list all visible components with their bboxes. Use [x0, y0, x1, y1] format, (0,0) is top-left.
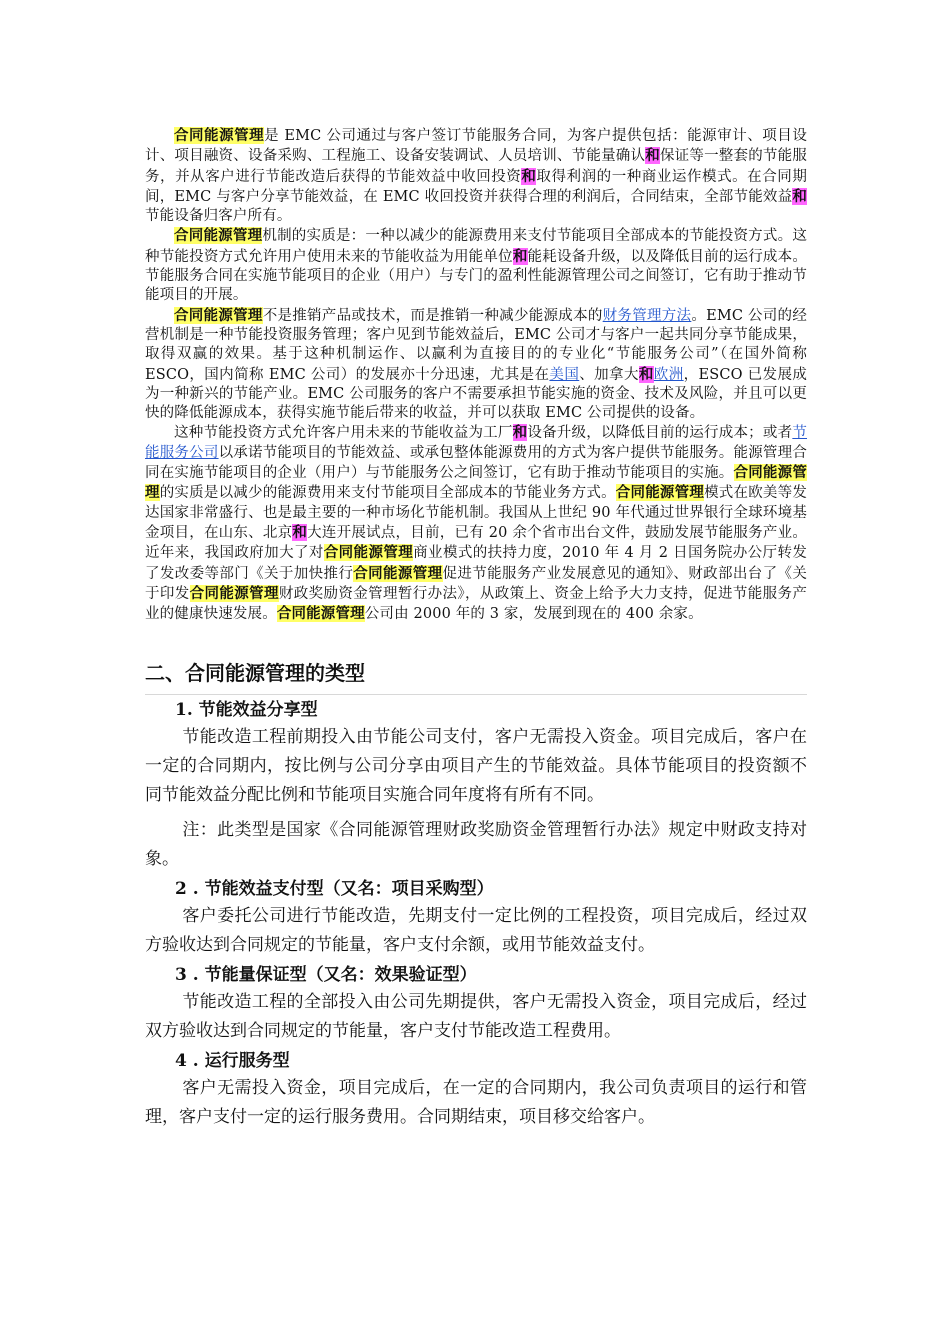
highlighted-term: 合同能源管理: [174, 306, 263, 324]
text-run: ，ESCO 已发展成为一种新兴的节能产业。EMC 公司服务的客户不需要承担节能实施的资金、技术及风险，并且可以更快的降低能源成本，获得实施节能后带来的收益，并可以获取 EMC 公司提供的设备。: [145, 366, 808, 422]
highlighted-term: 和: [512, 424, 528, 442]
type-paragraph: 客户委托公司进行节能改造，先期支付一定比例的工程投资，项目完成后，经过双方验收达到合同规定的节能量，客户支付余额，或用节能效益支付。: [145, 906, 807, 956]
text-run: 商业模式的扶持力度，2010 年 4 月 2 日国务院办公厅转发了发改委等部门《关于加快推行: [145, 545, 808, 582]
type-title: 2 . 节能效益支付型（又名：项目采购型）: [175, 879, 494, 900]
text-run: 。EMC 公司的经营机制是一种节能投资服务管理；客户见到节能效益后，EMC 公司才与客户一起共同分享节能成果，取得双赢的效果。基于这种机制运作、以赢利为直接目的的专业化“节能服务公司”（在国外简称 ESCO，国内简称 EMC 公司）的发展亦十分迅速，尤其是在: [145, 307, 807, 383]
text-run: 保证等一整套的节能服务，并从客户进行节能改造后获得的节能效益中收回投资: [145, 148, 807, 185]
highlighted-term: 和: [292, 523, 308, 541]
type-title: 4 . 运行服务型: [175, 1051, 290, 1072]
type-paragraph: 节能改造工程前期投入由节能公司支付，客户无需投入资金。项目完成后，客户在一定的合同期内，按比例与公司分享由项目产生的节能效益。具体节能项目的投资额不同节能效益分配比例和节能项目实施合同年度将有所有不同。: [145, 727, 807, 806]
document-page: [145, 126, 807, 1132]
highlighted-term: 合同能源管理: [174, 227, 263, 245]
section-heading: 二、合同能源管理的类型: [145, 658, 807, 695]
text-run: 公司由 2000 年的 3 家，发展到现在的 400 余家。: [364, 606, 703, 623]
type-2: [145, 876, 807, 960]
text-run: 取得利润的一种商业运作模式。在合同期间，EMC 与客户分享节能效益，在 EMC 收回投资并获得合理的利润后，合同结束，全部节能效益: [145, 168, 807, 205]
intro-paragraph-1: [145, 126, 807, 226]
text-run: 机制的实质是：一种以减少的能源费用来支付节能项目全部成本的节能投资方式。这种节能投资方式允许用户使用未来的节能收益为用能单位: [145, 228, 808, 265]
intro-paragraph-2: [145, 226, 807, 305]
highlighted-term: 和: [521, 167, 537, 185]
highlighted-term: 合同能源管理: [615, 484, 705, 502]
highlighted-term: 和: [645, 147, 660, 165]
inline-link[interactable]: 美国: [549, 366, 580, 383]
inline-link[interactable]: 财务管理方法: [602, 307, 692, 324]
type-4: [145, 1048, 807, 1132]
text-run: 模式在欧美等发达国家非常盛行、也是最主要的一种市场化节能机制。我国从上世纪 90 年代通过世界银行全球环境基金项目，在山东、北京: [145, 485, 807, 541]
highlighted-term: 合同能源管理: [145, 464, 807, 502]
type-1: [145, 697, 807, 874]
highlighted-term: 和: [638, 365, 654, 383]
intro-paragraph-4: [145, 423, 807, 624]
inline-link[interactable]: 节能服务公司: [145, 425, 807, 461]
type-title: 1. 节能效益分享型: [175, 700, 318, 721]
highlighted-term: 合同能源管理: [276, 605, 365, 623]
type-note: 注：此类型是国家《合同能源管理财政奖励资金管理暂行办法》规定中财政支持对象。: [145, 820, 807, 870]
highlighted-term: 和: [512, 247, 528, 265]
text-run: 不是推销产品或技术，而是推销一种减少能源成本的: [262, 307, 603, 324]
highlighted-term: 合同能源管理: [323, 544, 414, 562]
text-run: 财政奖励资金管理暂行办法》，从政策上、资金上给予大力支持，促进节能服务产业的健康快速发展。: [145, 585, 807, 623]
text-run: 大连开展试点，目前，已有 20 余个省市出台文件，鼓励发展节能服务产业。近年来，我国政府加大了对: [145, 524, 807, 562]
highlighted-term: 合同能源管理: [189, 584, 279, 602]
highlighted-term: 合同能源管理: [353, 564, 443, 582]
type-paragraph: 客户无需投入资金，项目完成后，在一定的合同期内，我公司负责项目的运行和管理，客户支付一定的运行服务费用。合同期结束，项目移交给客户。: [145, 1078, 807, 1128]
text-run: 节能设备归客户所有。: [145, 208, 292, 225]
text-run: 设备升级，以降低目前的运行成本；或者: [527, 425, 793, 442]
highlighted-term: 和: [792, 187, 807, 205]
text-run: 以承诺节能项目的节能效益、或承包整体能源费用的方式为客户提供节能服务。能源管理合同在实施节能项目的企业（用户）与节能服务公之间签订，它有助于推动节能项目的实施。: [145, 444, 807, 482]
type-title: 3 . 节能量保证型（又名：效果验证型）: [175, 965, 477, 986]
text-run: 、加拿大: [579, 366, 639, 383]
intro-paragraph-3: [145, 306, 807, 424]
type-3: [145, 962, 807, 1046]
inline-link[interactable]: 欧洲: [653, 366, 684, 383]
text-run: 能耗设备升级，以及降低目前的运行成本。节能服务合同在实施节能项目的企业（用户）与专门的盈利性能源管理公司之间签订，它有助于推动节能项目的开展。: [145, 248, 807, 304]
text-run: 这种节能投资方式允许客户用未来的节能收益为工厂: [174, 425, 513, 442]
text-run: 是 EMC 公司通过与客户签订节能服务合同，为客户提供包括：能源审计、项目设计、项目融资、设备采购、工程施工、设备安装调试、人员培训、节能量确认: [145, 128, 807, 165]
text-run: 的实质是以减少的能源费用来支付节能项目全部成本的节能业务方式。: [159, 485, 616, 502]
highlighted-term: 合同能源管理: [174, 127, 265, 144]
type-paragraph: 节能改造工程的全部投入由公司先期提供，客户无需投入资金，项目完成后，经过双方验收达到合同规定的节能量，客户支付节能改造工程费用。: [145, 992, 807, 1042]
text-run: 促进节能服务产业发展意见的通知》、财政部出台了《关于印发: [145, 565, 807, 602]
